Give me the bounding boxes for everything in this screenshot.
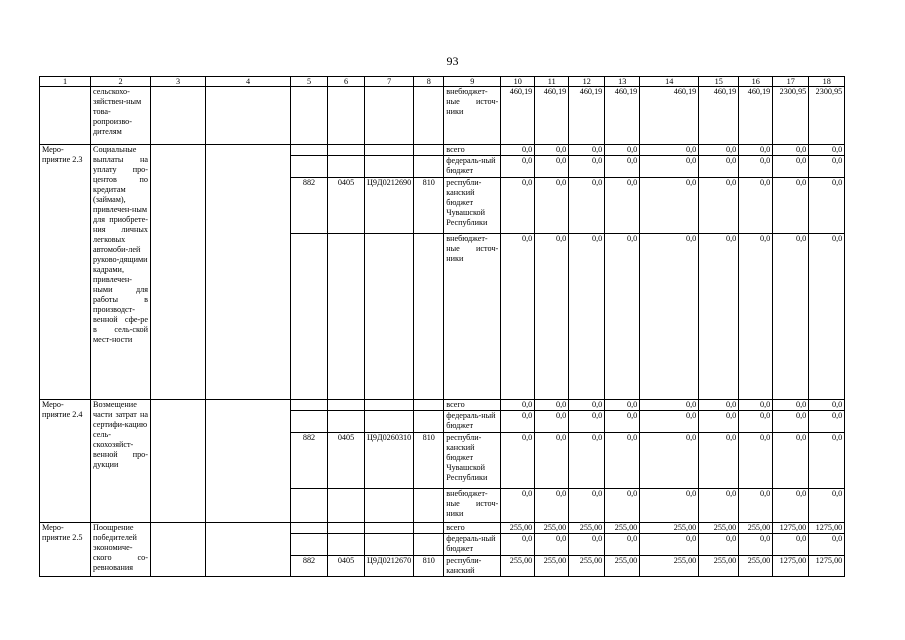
value-cell: 0,0	[569, 534, 605, 556]
value-cell: 0,0	[809, 178, 845, 234]
value-cell: 0,0	[535, 433, 569, 489]
value-cell: 0,0	[699, 411, 739, 433]
value-cell: 0,0	[501, 145, 535, 156]
value-cell: 255,00	[569, 556, 605, 577]
value-cell: 0,0	[501, 156, 535, 178]
csr-code: Ц9Д0212670	[365, 556, 414, 577]
event-name: Поощрение победителей экономиче-ского со-ревнования	[91, 523, 151, 577]
value-cell: 0,0	[739, 145, 773, 156]
funding-source: внебюджет-ные источ-ники	[444, 489, 501, 523]
value-cell: 0,0	[739, 156, 773, 178]
value-cell: 0,0	[569, 489, 605, 523]
value-cell: 0,0	[699, 433, 739, 489]
value-cell: 255,00	[699, 556, 739, 577]
csr-code	[365, 87, 414, 145]
value-cell: 0,0	[605, 411, 640, 433]
header-cell-6: 6	[328, 77, 365, 87]
value-cell: 255,00	[535, 523, 569, 534]
value-cell: 0,0	[699, 156, 739, 178]
rz-code: 0405	[328, 178, 365, 234]
value-cell: 0,0	[699, 489, 739, 523]
value-cell: 0,0	[605, 433, 640, 489]
header-cell-17: 17	[773, 77, 809, 87]
header-cell-10: 10	[501, 77, 535, 87]
value-cell: 255,00	[640, 556, 699, 577]
value-cell: 0,0	[605, 234, 640, 400]
rz-code	[328, 489, 365, 523]
funding-source: федераль-ный бюджет	[444, 411, 501, 433]
csr-code	[365, 145, 414, 156]
table-row	[40, 400, 845, 411]
header-cell-14: 14	[640, 77, 699, 87]
value-cell: 1275,00	[809, 523, 845, 534]
value-cell: 0,0	[739, 178, 773, 234]
value-cell: 0,0	[535, 489, 569, 523]
value-cell: 460,19	[535, 87, 569, 145]
grbs-code	[291, 411, 328, 433]
value-cell: 0,0	[501, 534, 535, 556]
csr-code	[365, 234, 414, 400]
rz-code	[328, 400, 365, 411]
table-row	[40, 145, 845, 156]
vr-code: 810	[414, 178, 444, 234]
value-cell: 255,00	[605, 556, 640, 577]
grbs-code: 882	[291, 178, 328, 234]
value-cell: 460,19	[569, 87, 605, 145]
grbs-code	[291, 156, 328, 178]
value-cell: 0,0	[640, 489, 699, 523]
funding-source: внебюджет-ные источ-ники	[444, 87, 501, 145]
header-row	[40, 77, 845, 87]
value-cell: 255,00	[605, 523, 640, 534]
value-cell: 0,0	[739, 489, 773, 523]
value-cell: 255,00	[501, 556, 535, 577]
event-name: сельскохо-зяйствен-ным това-ропроизво-дителям	[91, 87, 151, 145]
funding-source: всего	[444, 523, 501, 534]
value-cell: 0,0	[535, 411, 569, 433]
grbs-code	[291, 523, 328, 534]
funding-source: республи-канский бюджет Чувашской Республики	[444, 433, 501, 489]
value-cell: 0,0	[699, 234, 739, 400]
header-cell-12: 12	[569, 77, 605, 87]
funding-source: федераль-ный бюджет	[444, 534, 501, 556]
value-cell: 255,00	[739, 556, 773, 577]
rz-code: 0405	[328, 556, 365, 577]
value-cell: 0,0	[535, 145, 569, 156]
coexecutor-cell	[206, 523, 291, 577]
value-cell: 255,00	[739, 523, 773, 534]
vr-code: 810	[414, 433, 444, 489]
funding-source: внебюджет-ные источ-ники	[444, 234, 501, 400]
vr-code	[414, 523, 444, 534]
grbs-code	[291, 400, 328, 411]
event-label: Меро-приятие 2.5	[40, 523, 91, 577]
value-cell: 255,00	[569, 523, 605, 534]
value-cell: 0,0	[773, 489, 809, 523]
value-cell: 0,0	[809, 433, 845, 489]
rz-code	[328, 87, 365, 145]
rz-code	[328, 534, 365, 556]
funding-source: федераль-ный бюджет	[444, 156, 501, 178]
vr-code	[414, 489, 444, 523]
page-number: 93	[446, 54, 459, 68]
value-cell: 255,00	[640, 523, 699, 534]
coexecutor-cell	[206, 400, 291, 523]
csr-code	[365, 523, 414, 534]
table-row	[40, 523, 845, 534]
grbs-code	[291, 534, 328, 556]
value-cell: 0,0	[773, 400, 809, 411]
value-cell: 0,0	[809, 534, 845, 556]
value-cell: 0,0	[605, 534, 640, 556]
budget-table	[39, 76, 845, 577]
value-cell: 0,0	[605, 178, 640, 234]
funding-source: республи-канский	[444, 556, 501, 577]
value-cell: 1275,00	[773, 523, 809, 534]
table-row	[40, 87, 845, 145]
value-cell: 460,19	[605, 87, 640, 145]
value-cell: 0,0	[501, 178, 535, 234]
value-cell: 0,0	[501, 489, 535, 523]
value-cell: 0,0	[605, 145, 640, 156]
value-cell: 0,0	[640, 145, 699, 156]
header-cell-3: 3	[151, 77, 206, 87]
value-cell: 0,0	[773, 534, 809, 556]
rz-code	[328, 156, 365, 178]
grbs-code	[291, 87, 328, 145]
value-cell: 1275,00	[773, 556, 809, 577]
coexecutor-cell	[206, 87, 291, 145]
header-cell-16: 16	[739, 77, 773, 87]
value-cell: 460,19	[501, 87, 535, 145]
value-cell: 0,0	[699, 178, 739, 234]
value-cell: 460,19	[739, 87, 773, 145]
value-cell: 0,0	[739, 534, 773, 556]
value-cell: 0,0	[640, 534, 699, 556]
value-cell: 0,0	[809, 489, 845, 523]
csr-code: Ц9Д0260310	[365, 433, 414, 489]
event-label: Меро-приятие 2.3	[40, 145, 91, 400]
rz-code	[328, 234, 365, 400]
header-cell-11: 11	[535, 77, 569, 87]
funding-source: республи-канский бюджет Чувашской Республики	[444, 178, 501, 234]
value-cell: 0,0	[640, 433, 699, 489]
value-cell: 0,0	[640, 234, 699, 400]
value-cell: 0,0	[640, 400, 699, 411]
header-cell-18: 18	[809, 77, 845, 87]
value-cell: 0,0	[773, 411, 809, 433]
csr-code	[365, 156, 414, 178]
executor-cell	[151, 145, 206, 400]
value-cell: 0,0	[569, 433, 605, 489]
vr-code	[414, 411, 444, 433]
value-cell: 0,0	[605, 156, 640, 178]
value-cell: 0,0	[773, 433, 809, 489]
vr-code	[414, 156, 444, 178]
header-cell-7: 7	[365, 77, 414, 87]
executor-cell	[151, 87, 206, 145]
value-cell: 0,0	[739, 433, 773, 489]
value-cell: 0,0	[501, 411, 535, 433]
csr-code	[365, 489, 414, 523]
value-cell: 460,19	[699, 87, 739, 145]
grbs-code	[291, 234, 328, 400]
value-cell: 0,0	[501, 234, 535, 400]
value-cell: 0,0	[739, 400, 773, 411]
header-cell-8: 8	[414, 77, 444, 87]
csr-code	[365, 411, 414, 433]
value-cell: 0,0	[535, 234, 569, 400]
vr-code	[414, 534, 444, 556]
rz-code: 0405	[328, 433, 365, 489]
value-cell: 0,0	[809, 156, 845, 178]
value-cell: 0,0	[535, 400, 569, 411]
value-cell: 0,0	[739, 411, 773, 433]
executor-cell	[151, 523, 206, 577]
value-cell: 0,0	[699, 400, 739, 411]
value-cell: 0,0	[501, 433, 535, 489]
csr-code	[365, 534, 414, 556]
funding-source: всего	[444, 400, 501, 411]
vr-code	[414, 87, 444, 145]
value-cell: 0,0	[535, 178, 569, 234]
grbs-code	[291, 489, 328, 523]
value-cell: 255,00	[535, 556, 569, 577]
value-cell: 0,0	[501, 400, 535, 411]
value-cell: 460,19	[640, 87, 699, 145]
value-cell: 0,0	[699, 534, 739, 556]
value-cell: 0,0	[535, 156, 569, 178]
rz-code	[328, 145, 365, 156]
value-cell: 0,0	[605, 400, 640, 411]
value-cell: 0,0	[773, 156, 809, 178]
value-cell: 0,0	[809, 411, 845, 433]
value-cell: 255,00	[501, 523, 535, 534]
value-cell: 0,0	[569, 400, 605, 411]
value-cell: 0,0	[569, 411, 605, 433]
value-cell: 2300,95	[773, 87, 809, 145]
header-cell-4: 4	[206, 77, 291, 87]
event-name: Социальные выплаты на уплату про-центов по кредитам (займам), привлечен-ным для приобрете-ния личных легковых автомоби-лей руково-дящими кадрами, привлечен-ными для работы в производст-венной сфе-ре в сель-ской мест-ности	[91, 145, 151, 400]
value-cell: 0,0	[809, 234, 845, 400]
status-cell	[40, 87, 91, 145]
value-cell: 0,0	[569, 156, 605, 178]
header-cell-5: 5	[291, 77, 328, 87]
vr-code	[414, 234, 444, 400]
vr-code	[414, 400, 444, 411]
header-cell-9: 9	[444, 77, 501, 87]
coexecutor-cell	[206, 145, 291, 400]
csr-code	[365, 400, 414, 411]
value-cell: 2300,95	[809, 87, 845, 145]
rz-code	[328, 411, 365, 433]
value-cell: 0,0	[569, 145, 605, 156]
value-cell: 0,0	[773, 178, 809, 234]
vr-code	[414, 145, 444, 156]
value-cell: 0,0	[640, 411, 699, 433]
value-cell: 1275,00	[809, 556, 845, 577]
value-cell: 0,0	[569, 234, 605, 400]
header-cell-13: 13	[605, 77, 640, 87]
executor-cell	[151, 400, 206, 523]
value-cell: 0,0	[773, 234, 809, 400]
value-cell: 255,00	[699, 523, 739, 534]
header-cell-15: 15	[699, 77, 739, 87]
vr-code: 810	[414, 556, 444, 577]
value-cell: 0,0	[773, 145, 809, 156]
grbs-code: 882	[291, 433, 328, 489]
header-cell-1: 1	[40, 77, 91, 87]
value-cell: 0,0	[605, 489, 640, 523]
value-cell: 0,0	[809, 400, 845, 411]
grbs-code: 882	[291, 556, 328, 577]
value-cell: 0,0	[739, 234, 773, 400]
event-name: Возмещение части затрат на сертифи-кацию сель-скохозяйст-венной про-дукции	[91, 400, 151, 523]
value-cell: 0,0	[640, 178, 699, 234]
funding-source: всего	[444, 145, 501, 156]
grbs-code	[291, 145, 328, 156]
value-cell: 0,0	[535, 534, 569, 556]
value-cell: 0,0	[569, 178, 605, 234]
rz-code	[328, 523, 365, 534]
csr-code: Ц9Д0212690	[365, 178, 414, 234]
value-cell: 0,0	[809, 145, 845, 156]
value-cell: 0,0	[640, 156, 699, 178]
header-cell-2: 2	[91, 77, 151, 87]
value-cell: 0,0	[699, 145, 739, 156]
event-label: Меро-приятие 2.4	[40, 400, 91, 523]
